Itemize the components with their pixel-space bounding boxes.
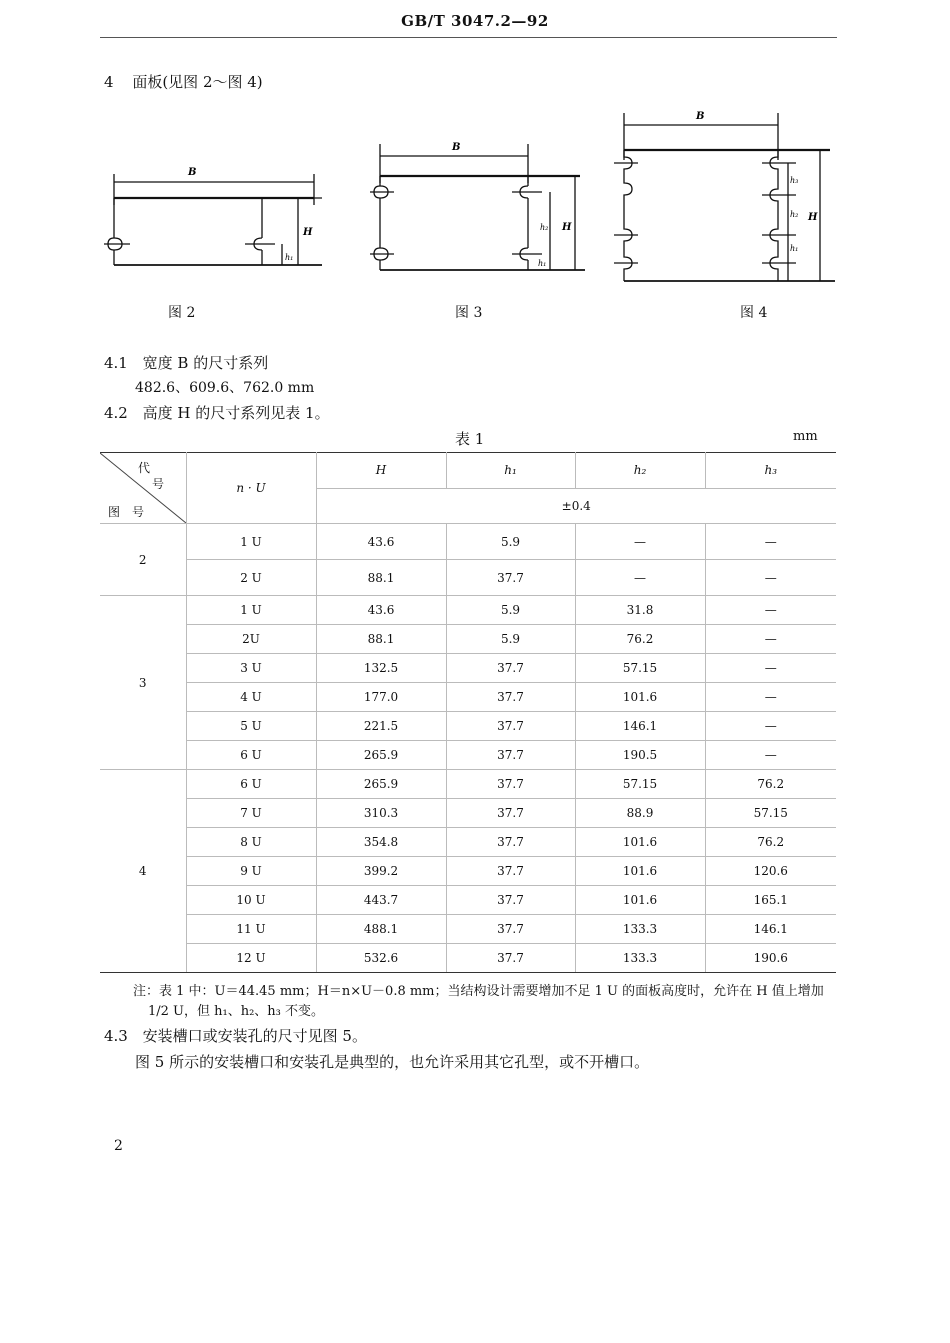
fig4-label-h3: h₃ [790,176,799,185]
nU-cell: 8 U [186,828,316,857]
section-4-heading [104,71,263,92]
nU-cell: 3 U [186,654,316,683]
table-row [100,625,836,654]
nU-cell: 12 U [186,944,316,973]
h1-cell: 37.7 [446,560,575,596]
table-unit: mm [793,429,818,444]
fig2-label-H: H [303,227,313,238]
table-row [100,712,836,741]
section-4-3-paragraph: 图 5 所示的安装槽口和安装孔是典型的，也允许采用其它孔型，或不开槽口。 [135,1053,650,1071]
section-title: 面板(见图 2～图 4) [132,73,263,91]
H-cell: 354.8 [316,828,446,857]
h1-cell: 37.7 [446,712,575,741]
h2-cell: 101.6 [575,886,705,915]
H-cell: 132.5 [316,654,446,683]
H-cell: 310.3 [316,799,446,828]
nU-cell: 11 U [186,915,316,944]
col-header-h2: h₂ [575,453,705,489]
figure-3-drawing [370,138,585,278]
table-row [100,915,836,944]
h1-cell: 37.7 [446,799,575,828]
h1-cell: 37.7 [446,857,575,886]
corner-top-label-1: 代 [138,461,151,475]
H-cell: 88.1 [316,560,446,596]
h2-cell: 31.8 [575,596,705,625]
h3-cell: — [705,596,836,625]
h2-cell: 88.9 [575,799,705,828]
h1-cell: 37.7 [446,654,575,683]
table-row [100,770,836,799]
table-row [100,741,836,770]
corner-header-cell [100,453,186,524]
h1-cell: 5.9 [446,625,575,654]
h1-cell: 37.7 [446,944,575,973]
h1-cell: 37.7 [446,915,575,944]
h1-cell: 5.9 [446,596,575,625]
h3-cell: — [705,560,836,596]
section-4-1-values: 482.6、609.6、762.0 mm [135,380,315,396]
section-4-2-number: 4.2 [104,404,128,422]
h3-cell: 57.15 [705,799,836,828]
fig2-label-h1: h₁ [285,253,294,262]
fig2-label-B: B [188,167,197,178]
figure-3-caption: 图 3 [455,305,483,321]
table-row [100,828,836,857]
col-header-h1: h₁ [446,453,575,489]
fig4-label-h1: h₁ [790,244,799,253]
h1-cell: 37.7 [446,886,575,915]
h2-cell: — [575,560,705,596]
h3-cell: — [705,654,836,683]
section-4-2 [104,402,330,423]
h3-cell: 146.1 [705,915,836,944]
table-row [100,886,836,915]
h3-cell: 76.2 [705,770,836,799]
fig3-label-h1: h₁ [538,259,547,268]
h2-cell: 133.3 [575,944,705,973]
h1-cell: 5.9 [446,524,575,560]
table-title: 表 1 [455,430,485,448]
h2-cell: 76.2 [575,625,705,654]
table-row [100,560,836,596]
section-4-1-text: 宽度 B 的尺寸系列 [142,354,269,372]
section-4-1 [104,352,268,373]
table-row [100,799,836,828]
figure-number-cell: 3 [100,596,186,770]
table-row [100,683,836,712]
section-4-2-text: 高度 H 的尺寸系列见表 1。 [142,404,330,422]
h1-cell: 37.7 [446,828,575,857]
H-cell: 399.2 [316,857,446,886]
fig4-label-h2: h₂ [790,210,799,219]
H-cell: 443.7 [316,886,446,915]
figure-2-caption: 图 2 [168,305,196,321]
h2-cell: 146.1 [575,712,705,741]
H-cell: 177.0 [316,683,446,712]
section-4-1-number: 4.1 [104,354,128,372]
figure-4-caption: 图 4 [740,305,768,321]
page-number: 2 [114,1138,123,1154]
header-rule [100,37,837,38]
dimension-table [100,452,836,973]
h3-cell: — [705,741,836,770]
H-cell: 488.1 [316,915,446,944]
H-cell: 88.1 [316,625,446,654]
note-line-2: 1/2 U，但 h₁、h₂、h₃ 不变。 [148,1004,325,1019]
h3-cell: 190.6 [705,944,836,973]
nU-cell: 9 U [186,857,316,886]
nU-cell: 2 U [186,560,316,596]
h3-cell: — [705,625,836,654]
table-row [100,524,836,560]
table-row [100,857,836,886]
section-4-3-text: 安装槽口或安装孔的尺寸见图 5。 [142,1027,367,1045]
document-code: GB/T 3047.2—92 [401,12,549,30]
h2-cell: 101.6 [575,857,705,886]
nU-cell: 4 U [186,683,316,712]
h2-cell: 190.5 [575,741,705,770]
h2-cell: — [575,524,705,560]
h1-cell: 37.7 [446,683,575,712]
H-cell: 43.6 [316,596,446,625]
H-cell: 532.6 [316,944,446,973]
note-line-1: 注：表 1 中：U＝44.45 mm；H＝n×U－0.8 mm；当结构设计需要增加不足 1 U 的面板高度时，允许在 H 值上增加 [133,984,824,999]
h1-cell: 37.7 [446,741,575,770]
table-row [100,944,836,973]
figure-4-drawing [610,105,840,300]
table-row [100,596,836,625]
h3-cell: 165.1 [705,886,836,915]
h2-cell: 133.3 [575,915,705,944]
h3-cell: 120.6 [705,857,836,886]
figure-number-cell: 4 [100,770,186,973]
figure-number-cell: 2 [100,524,186,596]
H-cell: 43.6 [316,524,446,560]
table-body [100,524,836,973]
fig4-label-B: B [696,111,705,122]
H-cell: 221.5 [316,712,446,741]
nU-cell: 5 U [186,712,316,741]
h3-cell: — [705,524,836,560]
tolerance-cell: ±0.4 [316,488,836,524]
fig4-label-H: H [808,212,818,223]
h2-cell: 101.6 [575,828,705,857]
nU-cell: 10 U [186,886,316,915]
nU-cell: 6 U [186,770,316,799]
section-4-3 [104,1025,367,1046]
h3-cell: 76.2 [705,828,836,857]
corner-bottom-label: 图 号 [108,505,145,519]
fig3-label-B: B [452,142,461,153]
h3-cell: — [705,712,836,741]
h3-cell: — [705,683,836,712]
section-number: 4 [104,73,114,91]
h2-cell: 57.15 [575,770,705,799]
nU-cell: 1 U [186,524,316,560]
corner-top-label-2: 号 [152,477,165,491]
section-4-3-number: 4.3 [104,1027,128,1045]
nU-cell: 7 U [186,799,316,828]
col-header-nU: n · U [186,453,316,524]
H-cell: 265.9 [316,741,446,770]
figure-2-drawing [100,160,330,275]
nU-cell: 6 U [186,741,316,770]
H-cell: 265.9 [316,770,446,799]
h2-cell: 101.6 [575,683,705,712]
nU-cell: 2U [186,625,316,654]
nU-cell: 1 U [186,596,316,625]
h2-cell: 57.15 [575,654,705,683]
h1-cell: 37.7 [446,770,575,799]
col-header-H: H [316,453,446,489]
col-header-h3: h₃ [705,453,836,489]
fig3-label-H: H [562,222,572,233]
table-row [100,654,836,683]
fig3-label-h2: h₂ [540,223,549,232]
